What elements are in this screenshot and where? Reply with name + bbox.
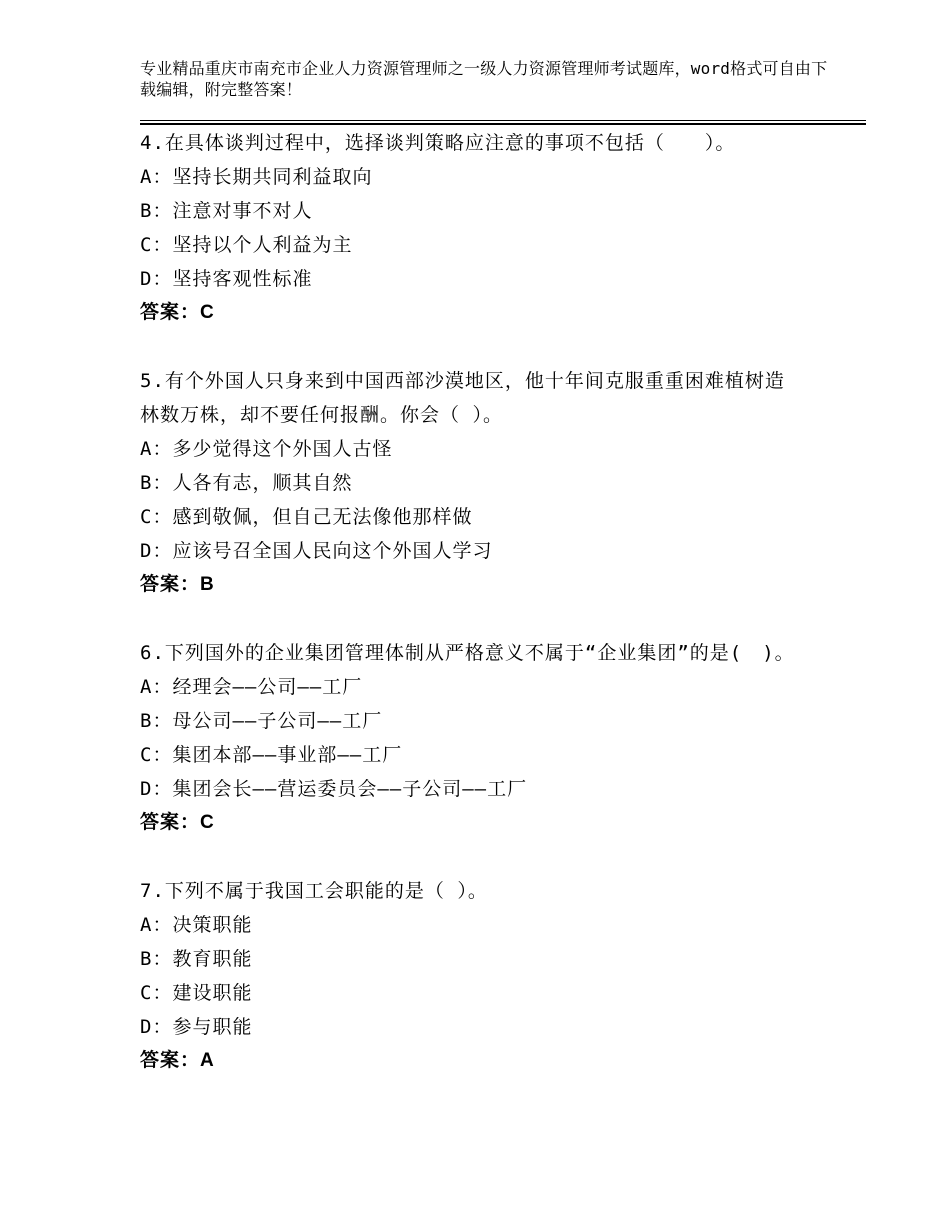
option-b: B：人各有志，顺其自然 [140, 472, 353, 494]
question-4 [140, 126, 830, 330]
option-c: C：建设职能 [140, 982, 253, 1004]
option-b: B：教育职能 [140, 948, 253, 970]
option-b: B：母公司——子公司——工厂 [140, 710, 383, 732]
document-page [140, 0, 866, 1230]
option-b: B：注意对事不对人 [140, 200, 313, 222]
divider-thin-line [140, 120, 866, 121]
option-d: D：参与职能 [140, 1016, 253, 1038]
question-list [140, 126, 830, 1112]
option-d: D：坚持客观性标准 [140, 268, 313, 290]
option-c: C：集团本部——事业部——工厂 [140, 744, 403, 766]
question-7 [140, 874, 830, 1078]
answer-label: 答案：A [140, 1050, 215, 1071]
option-d: D：集团会长——营运委员会——子公司——工厂 [140, 778, 528, 800]
option-a: A：坚持长期共同利益取向 [140, 166, 373, 188]
question-stem: 4.在具体谈判过程中，选择谈判策略应注意的事项不包括（ ）。 [140, 132, 736, 154]
option-d: D：应该号召全国人民向这个外国人学习 [140, 540, 493, 562]
question-stem: 6.下列国外的企业集团管理体制从严格意义不属于“企业集团”的是( )。 [140, 642, 795, 664]
answer-label: 答案：C [140, 812, 215, 833]
option-c: C：坚持以个人利益为主 [140, 234, 353, 256]
option-c: C：感到敬佩，但自己无法像他那样做 [140, 506, 473, 528]
question-stem: 7.下列不属于我国工会职能的是（ ）。 [140, 880, 488, 902]
question-6 [140, 636, 830, 840]
divider-thick-line [140, 123, 866, 125]
option-a: A：经理会——公司——工厂 [140, 676, 363, 698]
question-stem: 5.有个外国人只身来到中国西部沙漠地区，他十年间克服重重困难植树造林数万株，却不要任何报酬。你会（ ）。 [140, 370, 785, 426]
question-5 [140, 364, 830, 602]
answer-label: 答案：B [140, 574, 215, 595]
option-a: A：多少觉得这个外国人古怪 [140, 438, 393, 460]
option-a: A：决策职能 [140, 914, 253, 936]
document-header: 专业精品重庆市南充市企业人力资源管理师之一级人力资源管理师考试题库，word格式可自由下载编辑，附完整答案！ [140, 59, 828, 99]
answer-label: 答案：C [140, 302, 215, 323]
